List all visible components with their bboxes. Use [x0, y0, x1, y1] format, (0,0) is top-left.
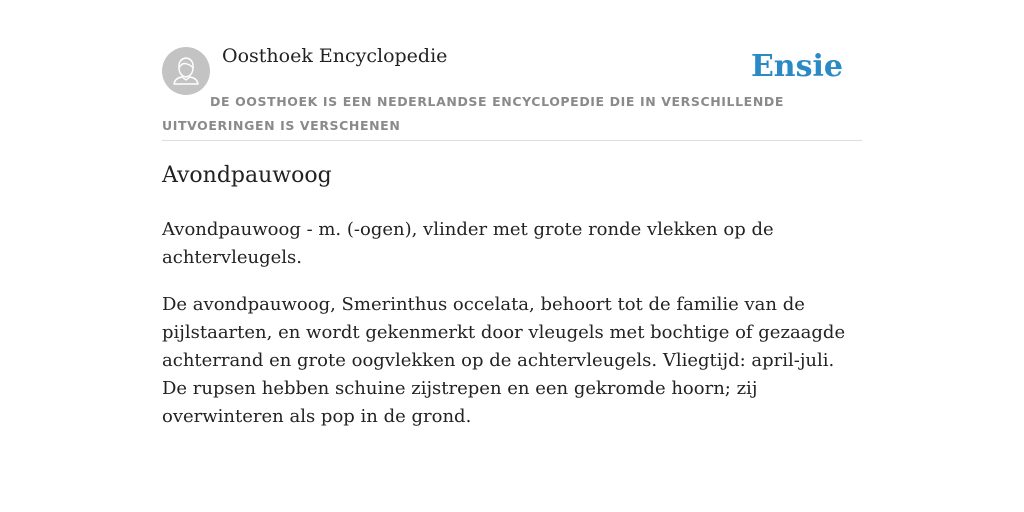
header — [162, 0, 862, 141]
author-name[interactable]: Oosthoek Encyclopedie — [222, 45, 448, 67]
page-container — [162, 0, 862, 427]
article-paragraph: Avondpauwoog - m. (-ogen), vlinder met grote ronde vlekken op de achtervleugels. — [162, 219, 774, 268]
user-silhouette-icon — [162, 47, 210, 95]
avatar[interactable] — [162, 47, 210, 95]
article-paragraph: De avondpauwoog, Smerinthus occelata, behoort tot de familie van de pijlstaarten, en wordt gekenmerkt door vleugels met bochtige of gezaagde achterrand en grote oogvlekken op de achtervleugels. Vliegtijd: april-juli. De rupsen hebben schuine zijstrepen en een gekromde hoorn; zij overwinteren als pop in de grond. — [162, 294, 846, 427]
brand-logo[interactable]: Ensie — [750, 49, 843, 84]
author-description: DE OOSTHOEK IS EEN NEDERLANDSE ENCYCLOPEDIE DIE IN VERSCHILLENDE UITVOERINGEN IS VERSCHENEN — [162, 94, 784, 133]
article-title: Avondpauwoog — [162, 163, 332, 188]
